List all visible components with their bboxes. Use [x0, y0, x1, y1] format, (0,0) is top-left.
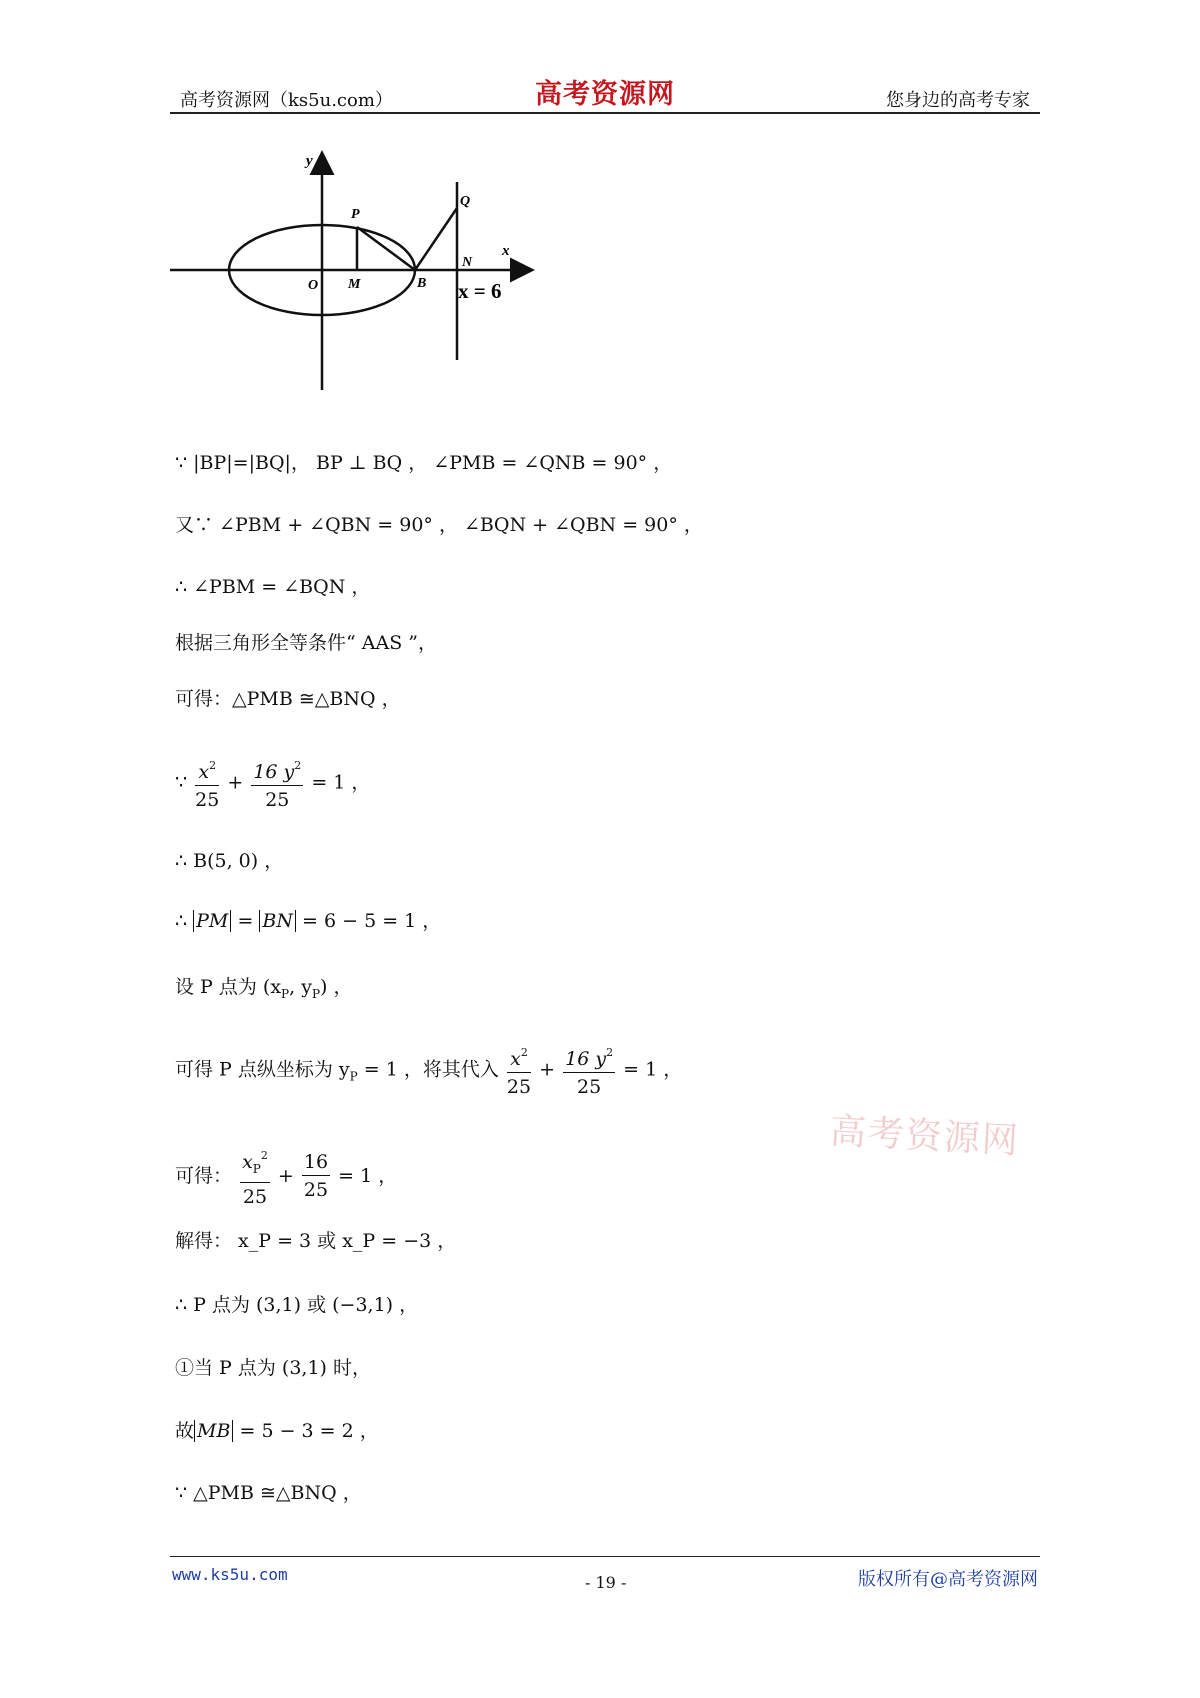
- fraction-x2-25: [195, 753, 219, 814]
- step-8: [175, 908, 441, 934]
- denominator-25b: 25: [265, 789, 290, 811]
- fraction-16-25: [302, 1149, 330, 1204]
- step-6-suffix: = 1 ，: [311, 771, 371, 794]
- watermark-stamp: 高考资源网: [828, 1111, 1021, 1162]
- step-16: ∵ △PMB ≅△BNQ ，: [175, 1482, 362, 1504]
- page-footer: [170, 1556, 1040, 1597]
- denominator-25c: 25: [506, 1076, 532, 1098]
- numerator-xp-sub: P: [252, 1161, 261, 1176]
- step-13: ∴ P 点为 (3,1) 或 (−3,1) ，: [175, 1294, 419, 1316]
- header-logo: 高考资源网: [535, 79, 675, 110]
- step-2: 又∵ ∠PBM + ∠QBN = 90° ， ∠BQN + ∠QBN = 90° ，: [175, 514, 703, 536]
- step-9: [175, 974, 352, 1007]
- denominator-25d: 25: [576, 1076, 602, 1098]
- step-3: ∴ ∠PBM = ∠BQN ，: [175, 576, 371, 598]
- footer-copyright: 版权所有@高考资源网: [858, 1569, 1038, 1590]
- plus-sign-b: +: [539, 1058, 556, 1081]
- exponent-2c: 2: [520, 1046, 528, 1059]
- label-x: x: [502, 243, 510, 259]
- step-10: [175, 1040, 682, 1101]
- step-8-prefix: ∴: [175, 910, 188, 932]
- step-11-prefix: 可得：: [175, 1164, 233, 1187]
- step-10-c: = 1 ，: [623, 1058, 683, 1081]
- plus-sign: +: [227, 771, 244, 794]
- fraction-x2-25-b: [507, 1040, 531, 1101]
- step-15: [175, 1418, 379, 1444]
- fraction-xp2-25: [240, 1143, 270, 1211]
- label-y: y: [306, 153, 313, 169]
- denominator-25: 25: [195, 789, 220, 811]
- label-n: N: [462, 255, 473, 270]
- step-12: 解得： x_P = 3 或 x_P = −3 ，: [175, 1230, 457, 1252]
- step-5: 可得：△PMB ≅△BNQ ，: [175, 688, 401, 710]
- denominator-25e: 25: [242, 1185, 268, 1208]
- label-q: Q: [460, 194, 471, 209]
- label-o: O: [308, 278, 319, 293]
- header-site-name: 高考资源网（ks5u.com）: [180, 90, 393, 111]
- footer-website-link[interactable]: www.ks5u.com: [172, 1565, 288, 1584]
- step-1: ∵ |BP|=|BQ|， BP ⊥ BQ ， ∠PMB = ∠QNB = 90° ，: [175, 452, 673, 474]
- fraction-16y2-25-b: [563, 1040, 615, 1101]
- label-line-x6: x = 6: [458, 279, 502, 303]
- step-9-a: 设 P 点为 (x: [175, 976, 282, 998]
- page-number: - 19 -: [585, 1573, 627, 1592]
- step-10-a: 可得 P 点纵坐标为 y: [175, 1058, 350, 1081]
- step-11: [175, 1143, 397, 1211]
- abs-mb: MB: [194, 1420, 233, 1442]
- step-8-suffix: = 6 − 5 = 1 ，: [302, 910, 442, 932]
- step-14: ①当 P 点为 (3,1) 时，: [175, 1357, 371, 1379]
- numerator-16y-b: 16 y: [565, 1048, 607, 1070]
- header-slogan: 您身边的高考专家: [886, 90, 1030, 111]
- abs-bn: BN: [259, 910, 296, 932]
- numerator-x: x: [198, 761, 210, 783]
- step-7: ∴ B(5, 0) ，: [175, 850, 284, 872]
- plus-sign-c: +: [277, 1164, 294, 1187]
- step-15-suffix: = 5 − 3 = 2 ，: [239, 1420, 379, 1442]
- label-p: P: [351, 207, 360, 222]
- exponent-2b: 2: [294, 759, 302, 772]
- step-4: 根据三角形全等条件“ AAS ”，: [175, 632, 437, 654]
- step-6-ellipse-equation: [175, 753, 370, 814]
- abs-pm: PM: [193, 910, 231, 932]
- segment-pb: [357, 227, 415, 270]
- step-9-sub-1: P: [281, 986, 290, 1001]
- segment-bq: [415, 208, 457, 270]
- numerator-xp: x: [242, 1151, 253, 1173]
- numerator-16y: 16 y: [253, 761, 295, 783]
- step-15-prefix: 故: [175, 1420, 195, 1442]
- step-9-b: , y: [289, 976, 312, 998]
- numerator-16: 16: [302, 1149, 330, 1176]
- step-9-c: ) ，: [320, 976, 353, 998]
- label-b: B: [417, 276, 427, 291]
- denominator-25f: 25: [303, 1179, 329, 1202]
- ellipse-figure: [170, 150, 560, 420]
- step-9-sub-2: P: [311, 986, 321, 1001]
- fraction-16y2-25: [251, 753, 303, 814]
- equals-sign: =: [237, 910, 254, 932]
- page-header: [170, 72, 1040, 114]
- step-11-suffix: = 1 ，: [338, 1164, 398, 1187]
- step-10-sub: P: [349, 1069, 358, 1084]
- numerator-x-b: x: [510, 1048, 521, 1070]
- exponent-2e: 2: [260, 1149, 268, 1162]
- step-10-b: = 1 ，将其代入: [357, 1058, 499, 1081]
- label-m: M: [348, 277, 361, 292]
- step-6-prefix: ∵: [175, 771, 188, 794]
- exponent-2d: 2: [606, 1046, 614, 1059]
- exponent-2: 2: [209, 759, 217, 772]
